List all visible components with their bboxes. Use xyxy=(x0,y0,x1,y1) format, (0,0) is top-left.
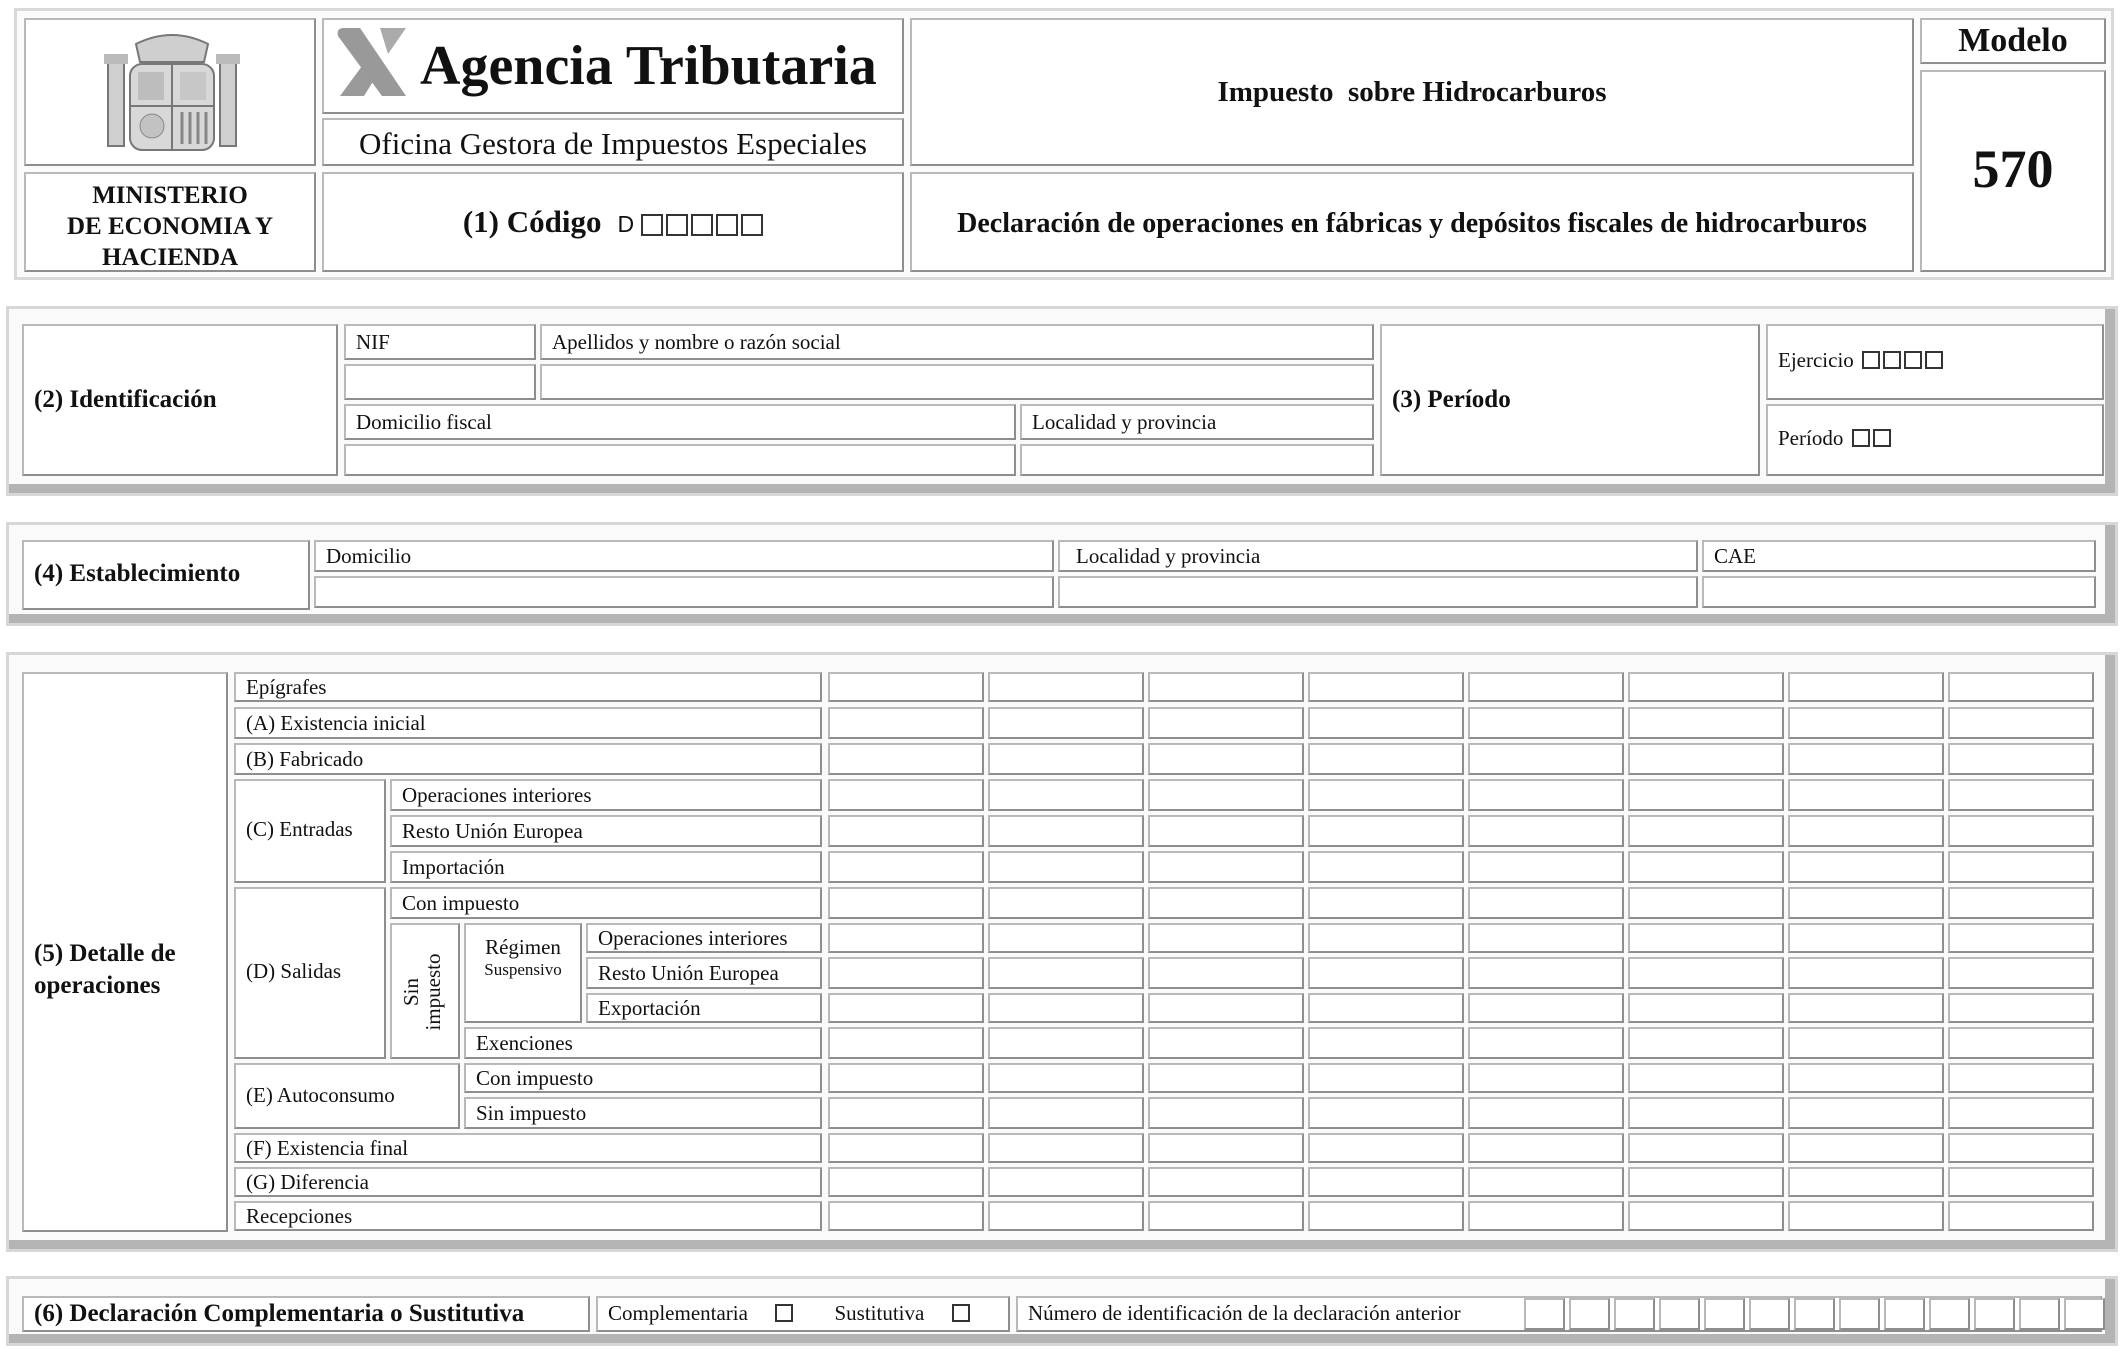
value-cell[interactable] xyxy=(1148,1167,1304,1197)
value-cell[interactable] xyxy=(1948,1027,2094,1059)
identificacion-label-box xyxy=(22,324,338,476)
value-cell[interactable] xyxy=(1468,1027,1624,1059)
value-cell[interactable] xyxy=(828,707,984,739)
existencia-inicial-label: (A) Existencia inicial xyxy=(246,711,426,735)
value-cell[interactable] xyxy=(1788,957,1944,989)
value-cell[interactable] xyxy=(1788,887,1944,919)
value-cell[interactable] xyxy=(1148,1201,1304,1231)
numero-declaracion-label: Número de identificación de la declaración anterior xyxy=(1028,1301,1461,1325)
value-cell[interactable] xyxy=(1628,707,1784,739)
ejercicio-digit-box[interactable] xyxy=(1904,351,1922,369)
codigo-digit-box[interactable] xyxy=(641,214,663,236)
value-cell[interactable] xyxy=(1948,1063,2094,1093)
periodo-input[interactable] xyxy=(1849,426,1891,450)
value-cell[interactable] xyxy=(1148,1027,1304,1059)
value-cell[interactable] xyxy=(988,707,1144,739)
value-cell[interactable] xyxy=(828,779,984,811)
office-box xyxy=(322,118,904,166)
value-cell[interactable] xyxy=(988,887,1144,919)
value-cell[interactable] xyxy=(1628,851,1784,883)
identificacion-label: (2) Identificación xyxy=(34,386,217,413)
est-domicilio-label-cell xyxy=(314,540,1054,572)
value-cell[interactable] xyxy=(1148,779,1304,811)
coat-of-arms-box xyxy=(24,18,316,166)
name-label-cell xyxy=(540,324,1374,360)
description-box xyxy=(910,172,1914,272)
numero-digit-box[interactable] xyxy=(1659,1298,1700,1330)
row-salidas-con-impuesto-label xyxy=(390,887,822,919)
establecimiento-label: (4) Establecimiento xyxy=(34,560,241,587)
value-cell[interactable] xyxy=(1628,672,1784,702)
value-cell[interactable] xyxy=(1628,1133,1784,1163)
row-fabricado-label xyxy=(234,743,822,775)
value-cell[interactable] xyxy=(1308,707,1464,739)
sin-impuesto-group xyxy=(390,923,460,1059)
value-cell[interactable] xyxy=(1948,957,2094,989)
value-cell[interactable] xyxy=(1148,1063,1304,1093)
value-cell[interactable] xyxy=(1468,887,1624,919)
value-cell[interactable] xyxy=(1308,779,1464,811)
value-cell[interactable] xyxy=(1788,707,1944,739)
value-cell[interactable] xyxy=(1308,887,1464,919)
periodo-label-box xyxy=(1380,324,1760,476)
value-cell[interactable] xyxy=(1468,923,1624,953)
regimen-group xyxy=(464,923,582,1023)
entradas-ue-label: Resto Unión Europea xyxy=(402,819,583,843)
row-entradas-ue-label xyxy=(390,815,822,847)
complementaria-label-box xyxy=(22,1296,590,1332)
periodo-label: Período xyxy=(1778,426,1844,450)
office-name: Oficina Gestora de Impuestos Especiales xyxy=(359,126,867,161)
value-cell[interactable] xyxy=(1948,923,2094,953)
salidas-exportacion-label: Exportación xyxy=(598,996,701,1020)
row-auto-sin-label xyxy=(464,1097,822,1129)
value-cell[interactable] xyxy=(828,1027,984,1059)
row-existencia-final-label xyxy=(234,1133,822,1163)
value-cell[interactable] xyxy=(988,1063,1144,1093)
value-cell[interactable] xyxy=(1628,1027,1784,1059)
value-cell[interactable] xyxy=(1468,743,1624,775)
coat-of-arms-icon xyxy=(102,24,242,158)
detalle-label-box xyxy=(22,672,228,1232)
value-cell[interactable] xyxy=(828,1201,984,1231)
numero-digit-box[interactable] xyxy=(1704,1298,1745,1330)
value-cell[interactable] xyxy=(1308,1027,1464,1059)
value-cell[interactable] xyxy=(1308,1201,1464,1231)
value-cell[interactable] xyxy=(1948,1097,2094,1129)
sin-impuesto-line-1: Sin xyxy=(399,978,423,1007)
sin-impuesto-line-2: impuesto xyxy=(421,953,446,1031)
value-cell[interactable] xyxy=(1948,1201,2094,1231)
sustitutiva-checkbox[interactable] xyxy=(952,1304,970,1322)
salidas-con-impuesto-label: Con impuesto xyxy=(402,891,520,915)
value-cell[interactable] xyxy=(828,957,984,989)
value-cell[interactable] xyxy=(1948,993,2094,1023)
periodo-cell xyxy=(1766,404,2104,476)
est-localidad-label: Localidad y provincia xyxy=(1076,544,1261,568)
ejercicio-label: Ejercicio xyxy=(1778,348,1854,372)
value-cell[interactable] xyxy=(988,672,1144,702)
complementaria-checkbox[interactable] xyxy=(775,1304,793,1322)
fabricado-label: (B) Fabricado xyxy=(246,747,364,771)
name-label: Apellidos y nombre o razón social xyxy=(552,330,841,354)
value-cell[interactable] xyxy=(1788,815,1944,847)
value-cell[interactable] xyxy=(1948,743,2094,775)
value-cell[interactable] xyxy=(1628,923,1784,953)
ministry-line-1: MINISTERIO xyxy=(92,182,248,209)
value-cell[interactable] xyxy=(988,815,1144,847)
value-cell[interactable] xyxy=(828,1133,984,1163)
numero-digit-box[interactable] xyxy=(1884,1298,1925,1330)
value-cell[interactable] xyxy=(1468,1133,1624,1163)
autoconsumo-con-impuesto-label: Con impuesto xyxy=(476,1066,594,1090)
row-salidas-interiores-label xyxy=(586,923,822,953)
value-cell[interactable] xyxy=(1148,815,1304,847)
row-entradas-interiores-label xyxy=(390,779,822,811)
value-cell[interactable] xyxy=(988,1097,1144,1129)
value-cell[interactable] xyxy=(1788,1201,1944,1231)
nif-label: NIF xyxy=(356,330,390,354)
value-cell[interactable] xyxy=(1468,1201,1624,1231)
regimen-label-line-1: Régimen xyxy=(485,935,561,959)
cae-label: CAE xyxy=(1714,544,1756,568)
value-cell[interactable] xyxy=(1308,672,1464,702)
value-cell[interactable] xyxy=(1628,1097,1784,1129)
numero-digit-box[interactable] xyxy=(1569,1298,1610,1330)
codigo-input[interactable] xyxy=(638,219,763,236)
periodo-digit-box[interactable] xyxy=(1873,429,1891,447)
cae-label-cell xyxy=(1702,540,2096,572)
codigo-box xyxy=(322,172,904,272)
value-cell[interactable] xyxy=(1308,851,1464,883)
value-cell[interactable] xyxy=(1308,1167,1464,1197)
nif-label-cell xyxy=(344,324,536,360)
numero-digit-box[interactable] xyxy=(1929,1298,1970,1330)
numero-digit-box[interactable] xyxy=(2019,1298,2060,1330)
value-cell[interactable] xyxy=(1468,851,1624,883)
value-cell[interactable] xyxy=(828,672,984,702)
entradas-interiores-label: Operaciones interiores xyxy=(402,783,592,807)
ejercicio-cell xyxy=(1766,324,2104,400)
value-cell[interactable] xyxy=(1148,707,1304,739)
nif-input[interactable] xyxy=(344,364,536,400)
ejercicio-digit-box[interactable] xyxy=(1925,351,1943,369)
value-cell[interactable] xyxy=(988,923,1144,953)
value-cell[interactable] xyxy=(828,1167,984,1197)
value-cell[interactable] xyxy=(828,993,984,1023)
numero-digit-box[interactable] xyxy=(1794,1298,1835,1330)
est-localidad-label-cell xyxy=(1058,540,1698,572)
value-cell[interactable] xyxy=(1468,993,1624,1023)
value-cell[interactable] xyxy=(988,1027,1144,1059)
tipo-declaracion-box xyxy=(596,1296,1010,1332)
value-cell[interactable] xyxy=(1148,887,1304,919)
row-epigrafes-label xyxy=(234,672,822,702)
value-cell[interactable] xyxy=(988,1167,1144,1197)
value-cell[interactable] xyxy=(1788,779,1944,811)
ejercicio-digit-box[interactable] xyxy=(1862,351,1880,369)
complementaria-label: Complementaria xyxy=(608,1301,748,1325)
value-cell[interactable] xyxy=(1148,923,1304,953)
value-cell[interactable] xyxy=(1308,743,1464,775)
tax-name-box xyxy=(910,18,1914,166)
value-cell[interactable] xyxy=(1788,993,1944,1023)
value-cell[interactable] xyxy=(828,815,984,847)
periodo-section-label: (3) Período xyxy=(1392,386,1511,413)
est-domicilio-input[interactable] xyxy=(314,576,1054,608)
value-cell[interactable] xyxy=(1628,815,1784,847)
value-cell[interactable] xyxy=(1468,672,1624,702)
recepciones-label: Recepciones xyxy=(246,1204,353,1228)
value-cell[interactable] xyxy=(1468,1063,1624,1093)
value-cell[interactable] xyxy=(1628,1167,1784,1197)
detalle-label-line-2: operaciones xyxy=(34,972,161,999)
modelo-label: Modelo xyxy=(1958,22,2068,59)
cae-input[interactable] xyxy=(1702,576,2096,608)
localidad-label-cell xyxy=(1020,404,1374,440)
ejercicio-digit-box[interactable] xyxy=(1883,351,1901,369)
value-cell[interactable] xyxy=(1788,743,1944,775)
value-cell[interactable] xyxy=(1148,851,1304,883)
modelo-label-box xyxy=(1920,18,2106,64)
value-cell[interactable] xyxy=(828,1097,984,1129)
row-auto-con-label xyxy=(464,1063,822,1093)
value-cell[interactable] xyxy=(1948,672,2094,702)
establecimiento-label-box xyxy=(22,540,310,610)
value-cell[interactable] xyxy=(1468,779,1624,811)
value-cell[interactable] xyxy=(988,1201,1144,1231)
autoconsumo-group xyxy=(234,1063,460,1129)
agency-logo-icon xyxy=(334,26,410,98)
sustitutiva-label: Sustitutiva xyxy=(834,1301,925,1325)
epigrafes-label: Epígrafes xyxy=(246,675,327,699)
value-cell[interactable] xyxy=(1788,1027,1944,1059)
value-cell[interactable] xyxy=(1788,1133,1944,1163)
row-existencia-inicial-label xyxy=(234,707,822,739)
value-cell[interactable] xyxy=(828,887,984,919)
value-cell[interactable] xyxy=(1308,1097,1464,1129)
value-cell[interactable] xyxy=(988,957,1144,989)
value-cell[interactable] xyxy=(828,743,984,775)
value-cell[interactable] xyxy=(1628,1063,1784,1093)
establecimiento-panel xyxy=(6,522,2118,626)
localidad-label: Localidad y provincia xyxy=(1032,410,1217,434)
value-cell[interactable] xyxy=(1788,923,1944,953)
autoconsumo-sin-impuesto-label: Sin impuesto xyxy=(476,1101,587,1125)
numero-digit-box[interactable] xyxy=(1524,1298,1565,1330)
value-cell[interactable] xyxy=(1308,923,1464,953)
salidas-group xyxy=(234,887,386,1059)
value-cell[interactable] xyxy=(1628,993,1784,1023)
value-cell[interactable] xyxy=(1468,707,1624,739)
row-salidas-exportacion-label xyxy=(586,993,822,1023)
value-cell[interactable] xyxy=(1468,815,1624,847)
existencia-final-label: (F) Existencia final xyxy=(246,1136,409,1160)
entradas-importacion-label: Importación xyxy=(402,855,505,879)
domicilio-fiscal-label: Domicilio fiscal xyxy=(356,410,492,434)
value-cell[interactable] xyxy=(988,851,1144,883)
entradas-label: (C) Entradas xyxy=(246,817,353,841)
row-salidas-ue-label xyxy=(586,957,822,989)
codigo-digit-box[interactable] xyxy=(666,214,688,236)
value-cell[interactable] xyxy=(1468,957,1624,989)
value-cell[interactable] xyxy=(1468,1097,1624,1129)
numero-digit-box[interactable] xyxy=(1974,1298,2015,1330)
value-cell[interactable] xyxy=(1148,993,1304,1023)
tax-name: Impuesto sobre Hidrocarburos xyxy=(1217,76,1607,108)
ministry-box xyxy=(24,172,316,272)
salidas-label: (D) Salidas xyxy=(246,959,342,983)
value-cell[interactable] xyxy=(828,1063,984,1093)
regimen-label-line-2: Suspensivo xyxy=(484,960,562,979)
modelo-number: 570 xyxy=(1972,139,2054,199)
ministry-line-3: HACIENDA xyxy=(101,244,239,271)
codigo-prefix: D xyxy=(617,211,635,237)
salidas-ue-label: Resto Unión Europea xyxy=(598,961,779,985)
sin-impuesto-vertical-label xyxy=(400,924,450,1060)
codigo-digit-box[interactable] xyxy=(691,214,713,236)
entradas-group xyxy=(234,779,386,883)
value-cell[interactable] xyxy=(1308,1133,1464,1163)
domicilio-label-cell xyxy=(344,404,1016,440)
value-cell[interactable] xyxy=(1948,851,2094,883)
periodo-digit-box[interactable] xyxy=(1852,429,1870,447)
value-cell[interactable] xyxy=(1788,1063,1944,1093)
value-cell[interactable] xyxy=(1308,1063,1464,1093)
numero-digit-box[interactable] xyxy=(1749,1298,1790,1330)
value-cell[interactable] xyxy=(988,1133,1144,1163)
ejercicio-input[interactable] xyxy=(1859,348,1943,372)
codigo-digit-box[interactable] xyxy=(741,214,763,236)
agency-logo-box xyxy=(322,18,904,114)
value-cell[interactable] xyxy=(1628,743,1784,775)
value-cell[interactable] xyxy=(1788,672,1944,702)
value-cell[interactable] xyxy=(1148,1133,1304,1163)
value-cell[interactable] xyxy=(828,851,984,883)
value-cell[interactable] xyxy=(1948,887,2094,919)
value-cell[interactable] xyxy=(1788,1167,1944,1197)
value-cell[interactable] xyxy=(1628,957,1784,989)
value-cell[interactable] xyxy=(1148,672,1304,702)
value-cell[interactable] xyxy=(1308,957,1464,989)
name-input[interactable] xyxy=(540,364,1374,400)
exenciones-label: Exenciones xyxy=(476,1031,573,1055)
autoconsumo-label: (E) Autoconsumo xyxy=(246,1083,395,1107)
value-cell[interactable] xyxy=(1308,993,1464,1023)
value-cell[interactable] xyxy=(1628,779,1784,811)
numero-digit-box[interactable] xyxy=(2064,1298,2105,1330)
row-exenciones-label xyxy=(464,1027,822,1059)
complementaria-section-label: (6) Declaración Complementaria o Sustitutiva xyxy=(34,1300,525,1327)
numero-digit-box[interactable] xyxy=(1839,1298,1880,1330)
value-cell[interactable] xyxy=(988,743,1144,775)
value-cell[interactable] xyxy=(1628,1201,1784,1231)
value-cell[interactable] xyxy=(1948,779,2094,811)
codigo-digit-box[interactable] xyxy=(716,214,738,236)
row-entradas-importacion-label xyxy=(390,851,822,883)
value-cell[interactable] xyxy=(1148,957,1304,989)
numero-digit-box[interactable] xyxy=(1614,1298,1655,1330)
form-description: Declaración de operaciones en fábricas y depósitos fiscales de hidrocarburos xyxy=(957,208,1867,239)
value-cell[interactable] xyxy=(1948,1133,2094,1163)
detalle-label-line-1: (5) Detalle de xyxy=(34,940,176,967)
value-cell[interactable] xyxy=(1788,1097,1944,1129)
value-cell[interactable] xyxy=(1148,1097,1304,1129)
est-domicilio-label: Domicilio xyxy=(326,544,412,568)
localidad-input[interactable] xyxy=(1020,444,1374,476)
value-cell[interactable] xyxy=(1788,851,1944,883)
row-recepciones-label xyxy=(234,1201,822,1231)
value-cell[interactable] xyxy=(988,993,1144,1023)
agency-title: Agencia Tributaria xyxy=(420,35,877,97)
ministry-line-2: DE ECONOMIA Y xyxy=(66,213,274,240)
value-cell[interactable] xyxy=(1308,815,1464,847)
row-diferencia-label xyxy=(234,1167,822,1197)
value-cell[interactable] xyxy=(1948,1167,2094,1197)
value-cell[interactable] xyxy=(1148,743,1304,775)
value-cell[interactable] xyxy=(828,923,984,953)
value-cell[interactable] xyxy=(1628,887,1784,919)
value-cell[interactable] xyxy=(988,779,1144,811)
value-cell[interactable] xyxy=(1948,707,2094,739)
diferencia-label: (G) Diferencia xyxy=(246,1170,370,1194)
value-cell[interactable] xyxy=(1468,1167,1624,1197)
codigo-label: (1) Código xyxy=(462,204,602,239)
domicilio-fiscal-input[interactable] xyxy=(344,444,1016,476)
salidas-interiores-label: Operaciones interiores xyxy=(598,926,788,950)
value-cell[interactable] xyxy=(1948,815,2094,847)
modelo-number-box xyxy=(1920,70,2106,272)
est-localidad-input[interactable] xyxy=(1058,576,1698,608)
